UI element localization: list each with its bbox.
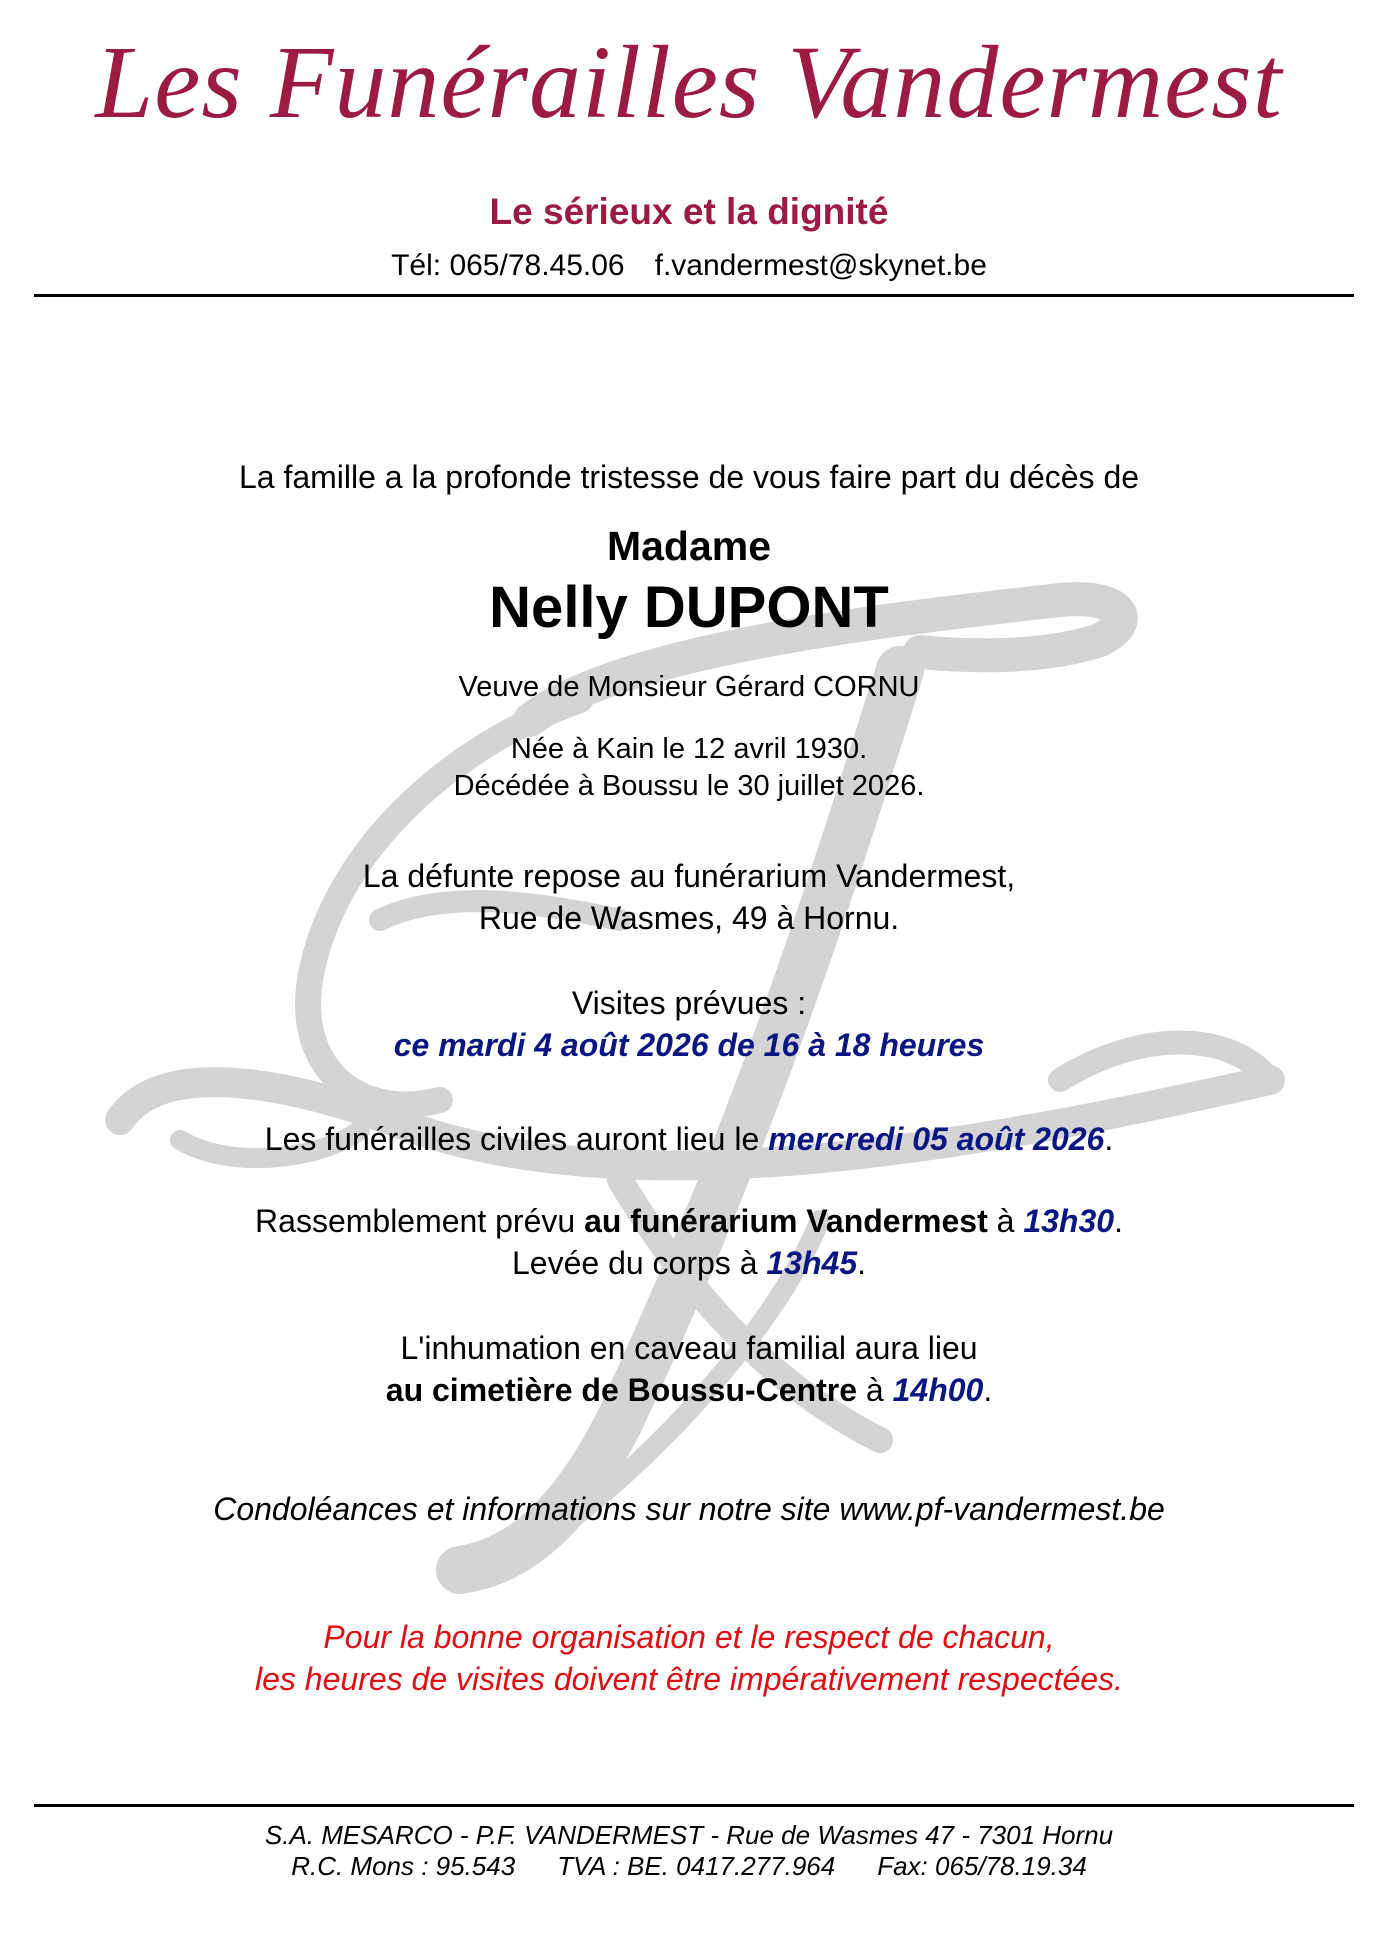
period: . — [1114, 1661, 1123, 1697]
levee-text: Levée du corps à — [511, 1245, 758, 1281]
birth-line: Née à Kain le 12 avril 1930. — [510, 733, 868, 765]
gathering-at: à — [996, 1203, 1015, 1239]
levee-time: 13h45 — [766, 1245, 858, 1281]
gathering-line — [0, 1200, 1378, 1242]
contact-line — [0, 246, 1378, 286]
funeral-date: mercredi 05 août 2026 — [768, 1121, 1105, 1157]
period: . — [983, 1372, 993, 1408]
footer-divider — [34, 1804, 1354, 1807]
warning-line-2 — [0, 1658, 1378, 1700]
visits-label: Visites prévues : — [571, 985, 807, 1021]
condolences-text: Condoléances et informations sur notre site www.pf-vandermest.be — [213, 1491, 1165, 1527]
death-line: Décédée à Boussu le 30 juillet 2026. — [453, 770, 925, 802]
warning-line-1: Pour la bonne organisation et le respect de chacun, — [323, 1619, 1055, 1655]
burial-line-2 — [0, 1369, 1378, 1411]
footer-registry — [0, 1851, 1378, 1882]
warning-text: les heures de visites doivent être impérativement respectées — [255, 1661, 1115, 1697]
footer-fax: Fax: 065/78.19.34 — [877, 1851, 1087, 1881]
rest-line-2: Rue de Wasmes, 49 à Hornu. — [478, 900, 900, 936]
gathering-text: Rassemblement prévu — [255, 1203, 576, 1239]
period: . — [857, 1245, 866, 1281]
footer-tva: TVA : BE. 0417.277.964 — [557, 1851, 836, 1881]
footer-rc: R.C. Mons : 95.543 — [291, 1851, 516, 1881]
widow-line: Veuve de Monsieur Gérard CORNU — [458, 671, 920, 703]
footer-company: S.A. MESARCO - P.F. VANDERMEST - Rue de Wasmes 47 - 7301 Hornu — [264, 1820, 1114, 1850]
funeral-line — [0, 1118, 1378, 1160]
funeral-text: Les funérailles civiles auront lieu le — [264, 1121, 760, 1157]
intro-text: La famille a la profonde tristesse de vous faire part du décès de — [238, 459, 1140, 495]
visits-time: ce mardi 4 août 2026 de 16 à 18 heures — [393, 1027, 985, 1063]
deceased-title: Madame — [606, 523, 772, 569]
burial-line-1: L'inhumation en caveau familial aura lieu — [400, 1330, 978, 1366]
period: . — [1104, 1121, 1114, 1157]
gathering-time: 13h30 — [1023, 1203, 1115, 1239]
brand-title: Les Funérailles Vandermest — [95, 25, 1283, 140]
burial-at: à — [865, 1372, 884, 1408]
burial-time: 14h00 — [892, 1372, 984, 1408]
slogan: Le sérieux et la dignité — [489, 191, 889, 232]
period: . — [1114, 1203, 1123, 1239]
levee-line — [0, 1242, 1378, 1284]
rest-line-1: La défunte repose au funérarium Vandermest, — [362, 858, 1016, 894]
burial-place: au cimetière de Boussu-Centre — [385, 1372, 858, 1408]
header-divider — [34, 294, 1354, 297]
deceased-name: Nelly DUPONT — [489, 575, 889, 640]
gathering-place: au funérarium Vandermest — [584, 1203, 988, 1239]
email-address: f.vandermest@skynet.be — [654, 249, 987, 282]
phone-number: Tél: 065/78.45.06 — [391, 249, 625, 282]
